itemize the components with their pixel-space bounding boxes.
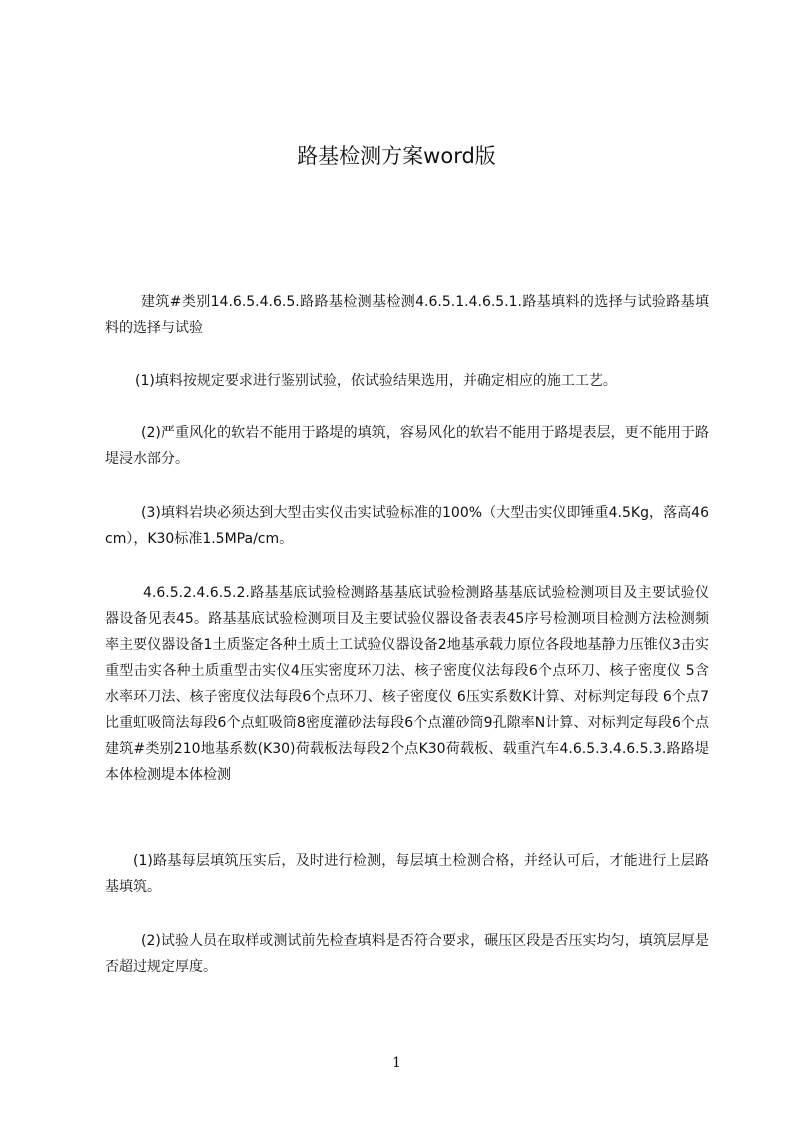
paragraph-item-2: (2)严重风化的软岩不能用于路堤的填筑，容易风化的软岩不能用于路堤表层，更不能用于路堤浸水部分。 — [105, 425, 709, 467]
paragraph-base-testing: 4.6.5.2.4.6.5.2.路基基底试验检测路基基底试验检测路基基底试验检测项目及主要试验仪器设备见表45。路基基底试验检测项目及主要试验仪器设备表表45序号检测项目检测方法检测频率主要仪器设备1土质鉴定各种土质土工试验仪器设备2地基承载力原位各段地基静力压锥仪3击实重型击实各种土质重型击实仪4压实密度环刀法、核子密度仪法每段6个点环刀、核子密度仪 5含水率环刀法、核子密度仪法每段6个点环刀、核子密度仪 6压实系数K计算、对标判定每段 6个点7比重虹吸筒法每段6个点虹吸筒8密度灌砂法每段6个点灌砂筒9孔隙率N计算、对标判定每段6个点建筑#类别210地基系数(K30)荷载板法每段2个点K30荷载板、载重汽车4.6.5.3.4.6.5.3.路路堤本体检测堤本体检测 — [105, 585, 709, 783]
paragraph-item-3: (3)填料岩块必须达到大型击实仪击实试验标准的100%（大型击实仪即锤重4.5Kg，落高46cm），K30标准1.5MPa/cm。 — [105, 505, 709, 547]
paragraph-item-1: (1)填料按规定要求进行鉴别试验，依试验结果选用，并确定相应的施工工艺。 — [135, 373, 617, 389]
page-number: 1 — [392, 1055, 401, 1071]
paragraph-section-heading: 建筑#类别14.6.5.4.6.5.路路基检测基检测4.6.5.1.4.6.5.1.路基填料的选择与试验路基填料的选择与试验 — [105, 294, 709, 336]
paragraph-embankment-item-1: (1)路基每层填筑压实后，及时进行检测，每层填土检测合格，并经认可后，才能进行上层路基填筑。 — [105, 853, 709, 895]
paragraph-embankment-item-2: (2)试验人员在取样或测试前先检查填料是否符合要求，碾压区段是否压实均匀，填筑层厚是否超过规定厚度。 — [105, 933, 709, 975]
document-title: 路基检测方案word版 — [297, 144, 496, 168]
